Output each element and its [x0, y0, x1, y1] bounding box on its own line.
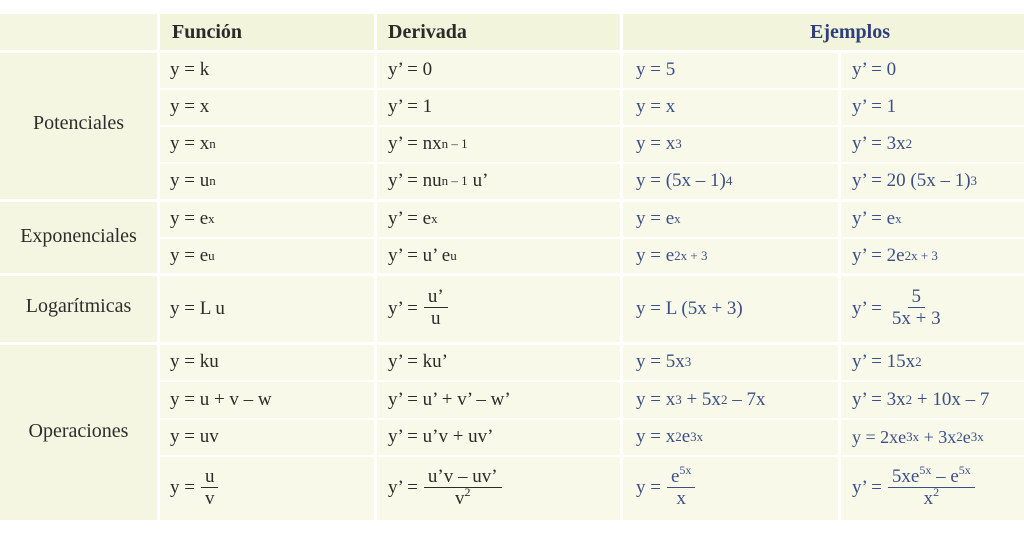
- column-divider: [838, 52, 841, 520]
- category-potenciales: Potenciales: [32, 112, 125, 134]
- category-column: [0, 14, 157, 520]
- cell-example: y = 5x 3: [636, 351, 692, 372]
- cell-derivative: y’ = e x: [388, 208, 438, 229]
- cell-function: y = e x: [170, 208, 215, 229]
- cell-derivative: y’ = nx n – 1: [388, 133, 468, 154]
- cell-function: y = u + v – w: [170, 388, 272, 410]
- fraction: $\frac{5}{5x + 3}$: [891, 286, 941, 329]
- category-operaciones: Operaciones: [28, 420, 129, 442]
- cell-example: y = (5x – 1) 4: [636, 170, 733, 191]
- fraction: $\frac{u}{v}$: [201, 467, 219, 510]
- cell-function: y = $\frac{u}{v}$: [170, 457, 218, 519]
- cell-example-derivative: y’ = 3x 2: [852, 133, 913, 154]
- cell-derivative: y’ = ku’: [388, 351, 448, 372]
- cell-example-derivative: y’ = 0: [852, 59, 897, 80]
- cell-example-derivative: y’ = 2e 2x + 3: [852, 245, 938, 266]
- cell-derivative: y’ = 1: [388, 96, 433, 117]
- fraction: $\frac{u’}{u}$: [424, 287, 448, 330]
- cell-example: y = x 3: [636, 133, 682, 154]
- cell-example: y = 5: [636, 59, 676, 80]
- cell-example-derivative: y’ = 3x 2 + 10x – 7: [852, 388, 990, 410]
- cell-derivative: y’ = u’v + uv’: [388, 426, 494, 447]
- cell-example: y = L (5x + 3): [636, 297, 743, 319]
- cell-example-derivative: y = 2xe 3x + 3x 2 e 3x: [852, 426, 984, 447]
- cell-example: y = x 2 e 3x: [636, 426, 704, 447]
- cell-example-derivative: y’ = 15x 2: [852, 351, 922, 372]
- header-derivada: Derivada: [388, 21, 467, 43]
- cell-derivative: y’ = 0: [388, 59, 433, 80]
- fraction: $\frac{5xe^{5x} - e^{5x}}{x^2}$: [888, 467, 975, 510]
- cell-function: y = L u: [170, 297, 225, 319]
- cell-example: y = x: [636, 96, 676, 117]
- cell-example-derivative: y’ = 1: [852, 96, 897, 117]
- cell-function: y = e u: [170, 245, 215, 266]
- cell-function: y = ku: [170, 351, 219, 372]
- cell-example-derivative: y’ = $\frac{5}{5x + 3}$: [852, 276, 945, 341]
- cell-example-derivative: y’ = e x: [852, 208, 902, 229]
- fraction: $\frac{u’v - uv’}{v^2}$: [424, 467, 502, 510]
- header-ejemplos: Ejemplos: [810, 21, 890, 43]
- category-exponenciales: Exponenciales: [20, 225, 137, 247]
- cell-derivative: y’ = u’ e u: [388, 245, 457, 266]
- cell-example: y = $\frac{e^{5x}}{x}$: [636, 457, 695, 519]
- cell-function: y = k: [170, 59, 210, 80]
- cell-example: y = e x: [636, 208, 681, 229]
- category-logaritmicas: Logarítmicas: [25, 295, 132, 317]
- fraction: $\frac{e^{5x}}{x}$: [667, 467, 695, 510]
- cell-example-derivative: y’ = $\frac{5xe^{5x} - e^{5x}}{x^2}$: [852, 457, 975, 519]
- cell-function: y = uv: [170, 426, 219, 447]
- cell-function: y = u n: [170, 170, 216, 191]
- cell-example-derivative: y’ = 20 (5x – 1) 3: [852, 170, 978, 191]
- cell-derivative: y’ = u’ + v’ – w’: [388, 388, 511, 410]
- cell-example: y = e 2x + 3: [636, 245, 708, 266]
- cell-function: y = x n: [170, 133, 216, 154]
- cell-derivative: y’ = $\frac{u’v - uv’}{v^2}$: [388, 457, 502, 519]
- cell-function: y = x: [170, 96, 210, 117]
- header-funcion: Función: [172, 21, 243, 43]
- cell-derivative: y’ = nu n – 1 u’: [388, 170, 489, 191]
- cell-example: y = x 3 + 5x 2 – 7x: [636, 388, 766, 410]
- cell-derivative: y’ = $\frac{u’}{u}$: [388, 276, 448, 341]
